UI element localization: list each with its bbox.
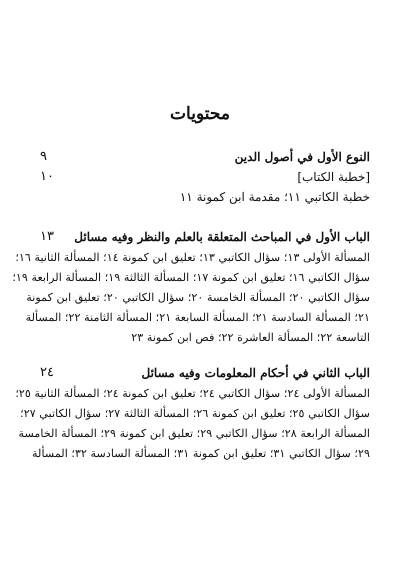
- toc-heading-text: النوع الأول في أصول الدين: [234, 150, 370, 164]
- toc-page-number: ٩: [40, 149, 47, 164]
- toc-heading-text: الباب الثاني في أحكام المعلومات وفيه مسائل: [141, 366, 370, 380]
- page-title: محتويات: [170, 104, 230, 124]
- toc-detail-line: ٢٩؛ سؤال الكاتبي ٣١؛ تعليق ابن كمونة ٣١؛ المسألة السادسة ٣٢؛ المسألة: [32, 447, 370, 460]
- toc-entry-text: [خطبة الكتاب]: [297, 170, 370, 184]
- toc-page-number: ٢٤: [40, 365, 54, 380]
- toc-detail-line: المسألة الرابعة ٢٨؛ سؤال الكاتبي ٢٩؛ تعليق ابن كمونة ٢٩؛ المسألة الخامسة: [18, 427, 370, 440]
- toc-detail-line: سؤال الكاتبي ٢٠؛ المسألة الخامسة ٢٠؛ سؤال الكاتبي ٢٠؛ تعليق ابن كمونة: [26, 291, 370, 304]
- toc-detail-line: المسألة الأولى ١٣؛ سؤال الكاتبي ١٣؛ تعليق ابن كمونة ١٤؛ المسألة الثانية ١٦؛: [15, 251, 370, 264]
- toc-heading-text: الباب الأول في المباحث المتعلقة بالعلم والنظر وفيه مسائل: [74, 230, 370, 244]
- toc-detail-line: سؤال الكاتبي ٢٥؛ تعليق ابن كمونة ٢٦؛ المسألة الثالثة ٢٧؛ سؤال الكاتبي ٢٧؛: [20, 407, 370, 420]
- toc-page-number: ١٣: [40, 229, 54, 244]
- toc-detail-line: ٢١؛ المسألة السادسة ٢١؛ المسألة السابعة ٢١؛ المسألة الثامنة ٢٢؛ المسألة: [25, 311, 370, 324]
- toc-detail-line: المسألة الأولى ٢٤؛ سؤال الكاتبي ٢٤؛ تعليق ابن كمونة ٢٤؛ المسألة الثانية ٢٥؛: [15, 387, 370, 400]
- toc-entry-text: خطبة الكاتبي ١١؛ مقدمة ابن كمونة ١١: [179, 190, 370, 204]
- toc-page-number: ١٠: [40, 169, 54, 184]
- toc-detail-line: التاسعة ٢٢؛ المسألة العاشرة ٢٢؛ فص ابن كمونة ٢٣: [131, 331, 370, 344]
- toc-detail-line: سؤال الكاتبي ١٦؛ تعليق ابن كمونة ١٧؛ المسألة الثالثة ١٩؛ المسألة الرابعة ١٩؛: [12, 271, 370, 284]
